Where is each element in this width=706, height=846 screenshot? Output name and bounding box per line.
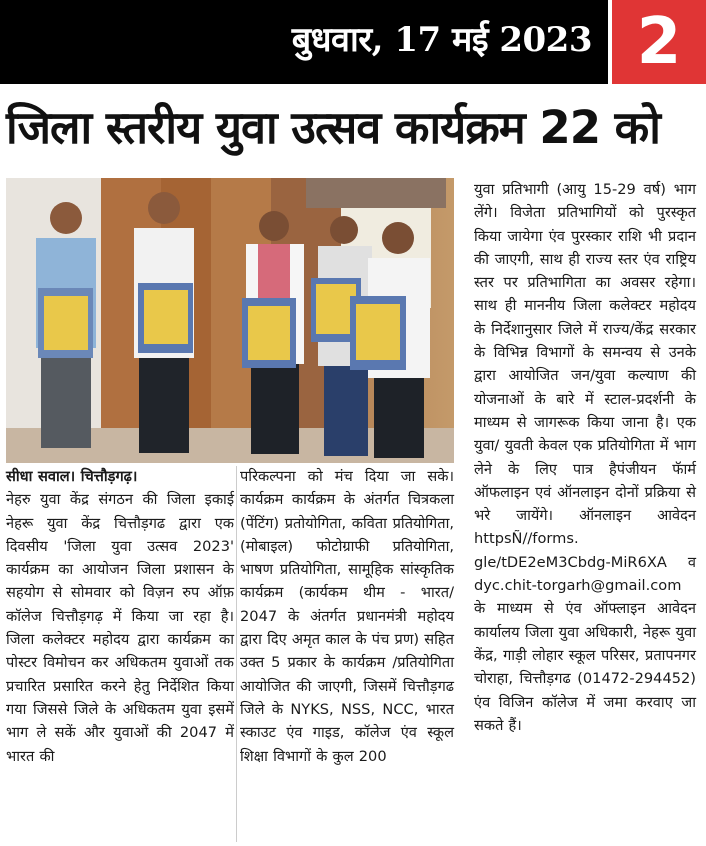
page-number: 2 — [636, 5, 682, 79]
page-number-box — [612, 0, 706, 84]
headline: जिला स्तरीय युवा उत्सव कार्यक्रम 22 को — [6, 101, 660, 154]
article-column-1 — [6, 465, 234, 768]
article-dateline: सीधा सवाल। चित्तौड़गढ़। — [6, 468, 138, 485]
header-bar — [0, 0, 608, 84]
column-divider — [236, 466, 237, 842]
issue-date: बुधवार, 17 मई 2023 — [291, 20, 592, 60]
column-2-text: परिकल्पना को मंच दिया जा सके। कार्यक्रम कार्यक्रम के अंतर्गत चित्रकला (पेंटिंग) प्रतोयोगिता, कविता प्रतियोगिता, (मोबाइल) फोटोग्राफी प्रतियोगिता, भाषण प्रतियोगिता, सामूहिक सांस्कृतिक कार्यक्रम (कार्यकम थीम - भारत/ 2047 के अंतर्गत प्रधानमंत्री महोदय द्वारा दिए अमृत काल के पंच प्रण) सहित उक्त 5 प्रकार के कार्यक्रम /प्रतियोगिता आयोजित की जाएगी, जिसमें चित्तौड़गढ जिले के NYKS, NSS, NCC, भारत स्काउट एंव गाइड, कॉलेज एंव स्कूल शिक्षा विभागों के कुल 200 — [240, 468, 454, 765]
photo-illustration — [6, 178, 454, 463]
article-column-2 — [240, 465, 454, 768]
article-column-3 — [474, 178, 696, 737]
column-1-text: नेहरु युवा केंद्र संगठन की जिला इकाई नेहरू युवा केंद्र चित्तौड़गढ द्वारा एक दिवसीय 'जिला युवा उत्सव 2023' कार्यक्रम का आयोजन जिला प्रशासन के सहयोग से सोमवार को विज़न रुप ऑफ़ कॉलेज चित्तौड़गढ़ में किया जा रहा है। जिला कलेक्टर महोदय द्वारा कार्यक्रम का पोस्टर विमोचन कर अधिकतम युवाओं तक प्रचारित प्रसारित करने हेतु निर्देशित किया गया जिससे जिले के अधिकतम युवा इसमें भाग ले सकें और युवाओं की 2047 में भारत की — [6, 491, 234, 765]
column-3-text: युवा प्रतिभागी (आयु 15-29 वर्ष) भाग लेंगे। विजेता प्रतिभागियों को पुरस्कृत किया जायेगा एंव पुरस्कार राशि भी प्रदान की जाएगी, साथ ही राज्य स्तर एंव राष्ट्रिय स्तर पर प्रतिभागिता का अवसर रहेगा। साथ ही माननीय जिला कलेक्टर महोदय के निर्देशानुसार जिले में राज्य/केंद्र सरकार के विभिन्न विभागों के समन्वय से उनके द्वारा आयोजित जन/युवा कल्याण की योजनाओं के बारे में स्टाल-प्रदर्शनी के माध्यम से जागरूक किया जाना है। एक युवा/ युवती केवल एक प्रतियोगिता में भाग लेने के लिए पात्र हैपंजीयन फॅार्म ऑफलाइन एवं ऑनलाइन दोनों प्रक्रिया से भरे जायेंगे। ऑनलाइन आवेदन httpsÑ//forms. gle/tDE2eM3Cbdg-MiR6XA व dyc.chit-torgarh@gmail.com के माध्यम से एंव ऑफ्लाइन आवेदन कार्यालय जिला युवा अधिकारी, नेहरू युवा केंद्र, गाड़ी लोहार स्कूल परिसर, प्रतापनगर चोराहा, चित्तौड़गढ (01472-294452) एंव विजिन कॉलेज में जमा करवाए जा सकते हैं। — [474, 181, 696, 734]
news-photo — [6, 178, 454, 463]
